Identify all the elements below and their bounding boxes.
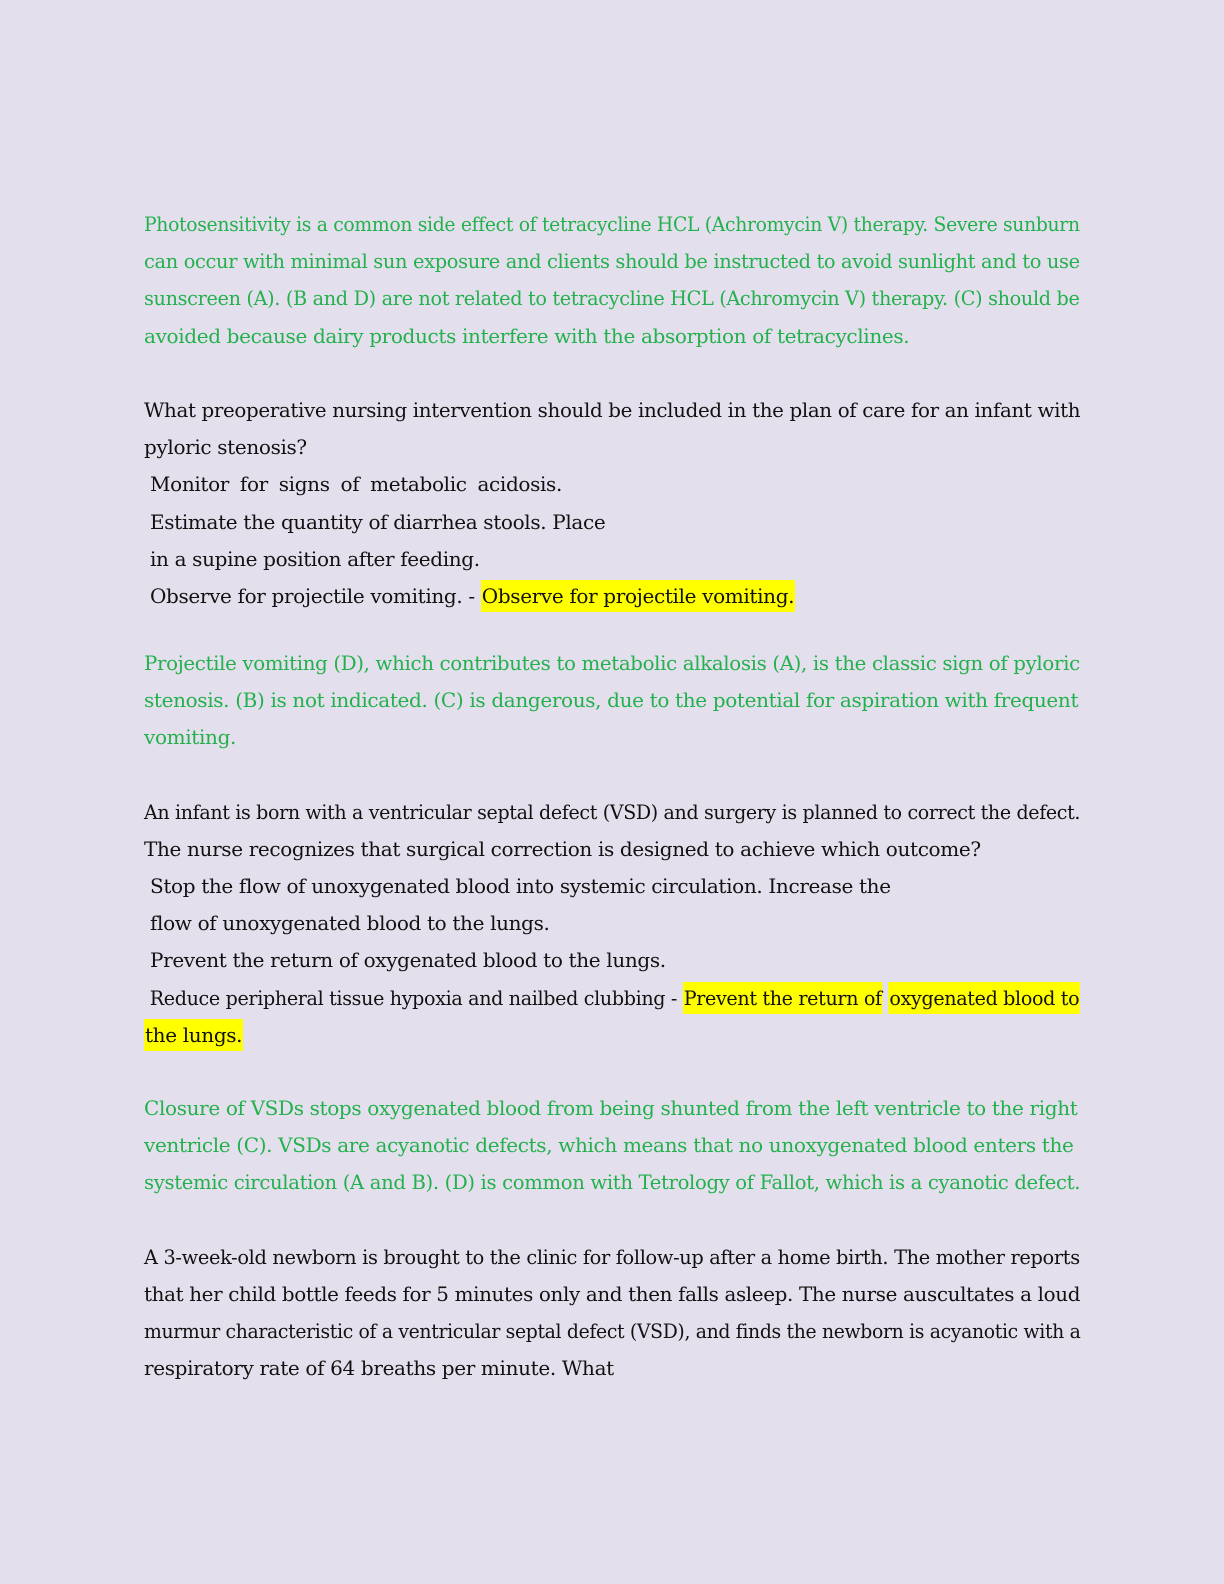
rationale-line: stenosis. (B) is not indicated. (C) is dangerous, due to the potential for aspiration with frequent [144,688,1079,713]
highlighted-answer: oxygenated blood to [888,982,1080,1014]
option-word: of [340,472,360,497]
option-word: signs [278,472,330,497]
option-d [144,980,1080,1017]
option-word: for [239,472,268,497]
highlighted-answer: Prevent the return of [683,982,883,1014]
question-line: that her child bottle feeds for 5 minutes only and then falls asleep. The nurse auscultates a loud [144,1281,1081,1306]
paragraph-gap [144,1202,1080,1239]
rationale-line: sunscreen (A). (B and D) are not related to tetracycline HCL (Achromycin V) therapy. (C) should be [144,286,1080,311]
option-d-text: Reduce peripheral tissue hypoxia and nailbed clubbing - [149,985,678,1010]
paragraph-gap [144,757,1080,794]
question-line: The nurse recognizes that surgical correction is designed to achieve which outcome? [144,836,981,861]
rationale-line: can occur with minimal sun exposure and clients should be instructed to avoid sunlight and to use [144,249,1080,274]
question-line: A 3-week-old newborn is brought to the clinic for follow-up after a home birth. The mother reports [144,1244,1080,1269]
option-c: in a supine position after feeding. [150,546,480,571]
rationale-pyloric-stenosis [144,645,1080,757]
question-vsd-surgery [144,794,1080,1054]
option-word: acidosis. [477,472,562,497]
option-c: Prevent the return of oxygenated blood to the lungs. [150,948,666,973]
option-word: metabolic [370,472,467,497]
question-line: respiratory rate of 64 breaths per minute. What [144,1356,614,1381]
question-line: murmur characteristic of a ventricular septal defect (VSD), and finds the newborn is acyanotic with a [144,1318,1081,1343]
question-line: An infant is born with a ventricular septal defect (VSD) and surgery is planned to correct the defect. [144,799,1081,824]
question-pyloric-stenosis [144,392,1080,615]
paragraph-gap [144,355,1080,392]
option-a: Stop the flow of unoxygenated blood into systemic circulation. Increase the [150,874,891,898]
rationale-line: Projectile vomiting (D), which contributes to metabolic alkalosis (A), is the classic sign of pyloric [144,651,1080,676]
rationale-vsd [144,1090,1080,1202]
rationale-line: Closure of VSDs stops oxygenated blood from being shunted from the left ventricle to the right [144,1095,1078,1120]
option-word: Monitor [150,472,229,497]
option-b: Estimate the quantity of diarrhea stools. Place [150,509,606,534]
option-d-text: Observe for projectile vomiting. - [150,583,475,608]
rationale-line: ventricle (C). VSDs are acyanotic defects, which means that no unoxygenated blood enters the [144,1133,1074,1158]
rationale-line: Photosensitivity is a common side effect of tetracycline HCL (Achromycin V) therapy. Severe sunburn [144,212,1080,236]
paragraph-gap [144,615,1080,645]
option-b: flow of unoxygenated blood to the lungs. [150,911,550,936]
option-d [144,578,1080,615]
rationale-tetracycline [144,206,1080,355]
highlighted-answer: the lungs. [144,1019,243,1051]
question-newborn-vsd [144,1239,1080,1388]
question-line: What preoperative nursing intervention should be included in the plan of care for an infant with [144,397,1081,422]
option-a [144,466,562,503]
answer-continuation [144,1017,1080,1054]
document-page [144,206,1080,1387]
paragraph-gap [144,1054,1080,1090]
highlighted-answer: Observe for projectile vomiting. [481,580,795,612]
rationale-line: systemic circulation (A and B). (D) is common with Tetrology of Fallot, which is a cyanotic defect. [144,1170,1081,1195]
rationale-line: avoided because dairy products interfere with the absorption of tetracyclines. [144,323,910,348]
rationale-line: vomiting. [144,725,237,750]
question-line: pyloric stenosis? [144,435,307,460]
